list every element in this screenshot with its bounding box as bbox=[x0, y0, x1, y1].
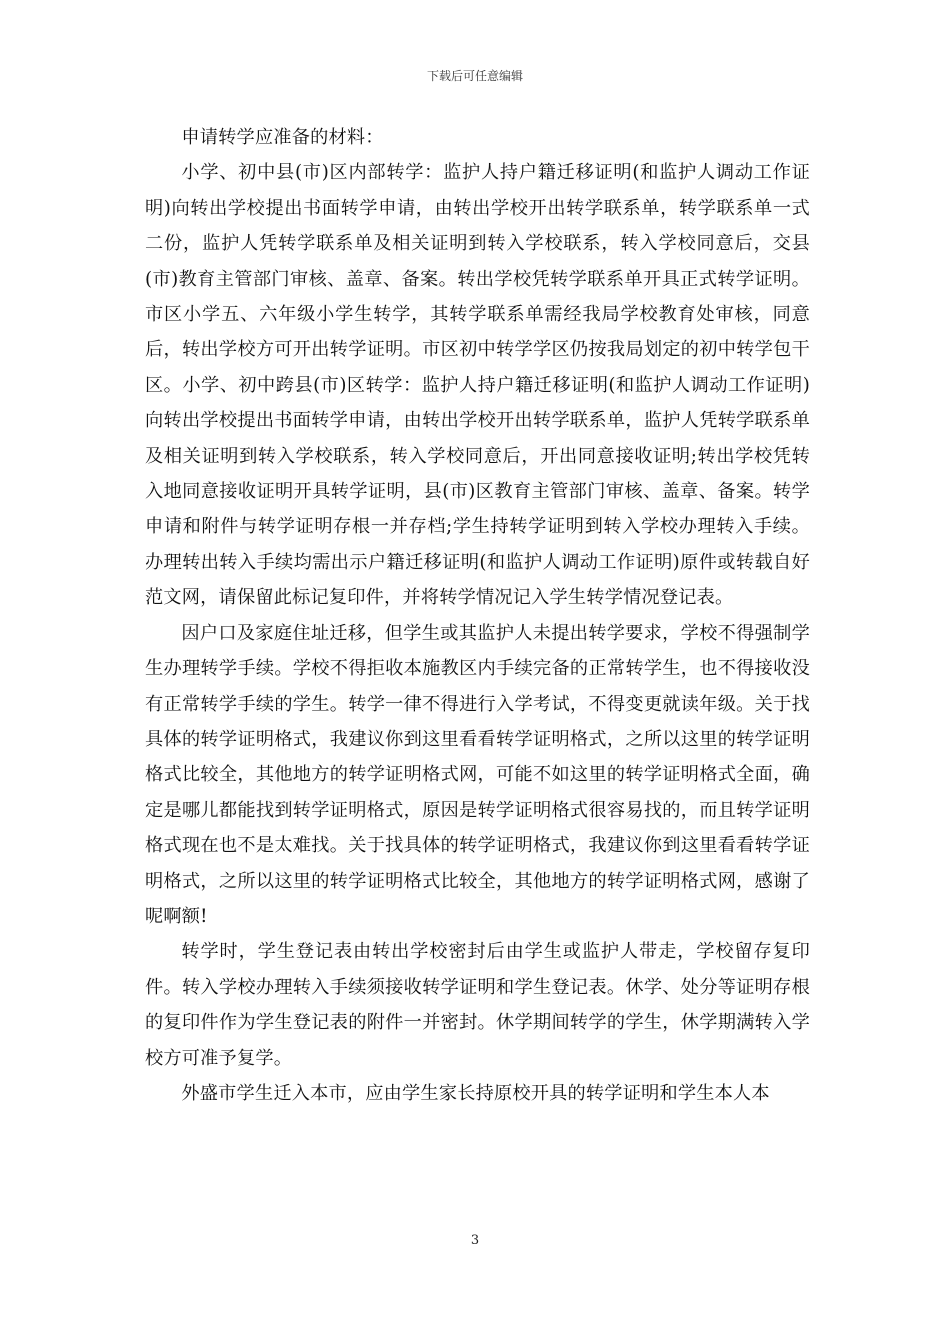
page-number: 3 bbox=[470, 1233, 480, 1248]
document-body bbox=[145, 120, 810, 1111]
page-header: 下载后可任意编辑 bbox=[426, 69, 523, 83]
paragraph: 小学、初中县(市)区内部转学：监护人持户籍迁移证明(和监护人调动工作证明)向转出学校提出书面转学申请，由转出学校开出转学联系单，转学联系单一式二份，监护人凭转学联系单及相关证明到转入学校联系，转入学校同意后，交县(市)教育主管部门审核、盖章、备案。转出学校凭转学联系单开具正式转学证明。市区小学五、六年级小学生转学，其转学联系单需经我局学校教育处审核，同意后，转出学校方可开出转学证明。市区初中转学学区仍按我局划定的初中转学包干区。小学、初中跨县(市)区转学：监护人持户籍迁移证明(和监护人调动工作证明)向转出学校提出书面转学申请，由转出学校开出转学联系单，监护人凭转学联系单及相关证明到转入学校联系，转入学校同意后，开出同意接收证明;转出学校凭转入地同意接收证明开具转学证明，县(市)区教育主管部门审核、盖章、备案。转学申请和附件与转学证明存根一并存档;学生持转学证明到转入学校办理转入手续。办理转出转入手续均需出示户籍迁移证明(和监护人调动工作证明)原件或转载自好范文网，请保留此标记复印件，并将转学情况记入学生转学情况登记表。 bbox=[145, 162, 810, 609]
paragraph: 外盛市学生迁入本市，应由学生家长持原校开具的转学证明和学生本人本 bbox=[181, 1082, 770, 1104]
paragraph: 因户口及家庭住址迁移，但学生或其监护人未提出转学要求，学校不得强制学生办理转学手续。学校不得拒收本施教区内手续完备的正常转学生，也不得接收没有正常转学手续的学生。转学一律不得进行入学考试，不得变更就读年级。关于找具体的转学证明格式，我建议你到这里看看转学证明格式，之所以这里的转学证明格式比较全，其他地方的转学证明格式网，可能不如这里的转学证明格式全面，确定是哪儿都能找到转学证明格式，原因是转学证明格式很容易找的，而且转学证明格式现在也不是太难找。关于找具体的转学证明格式，我建议你到这里看看转学证明格式，之所以这里的转学证明格式比较全，其他地方的转学证明格式网，感谢了呢啊额! bbox=[145, 622, 810, 927]
paragraph: 转学时，学生登记表由转出学校密封后由学生或监护人带走，学校留存复印件。转入学校办理转入手续须接收转学证明和学生登记表。休学、处分等证明存根的复印件作为学生登记表的附件一并密封。休学期间转学的学生，休学期满转入学校方可准予复学。 bbox=[145, 941, 810, 1069]
paragraph: 申请转学应准备的材料： bbox=[181, 127, 384, 148]
